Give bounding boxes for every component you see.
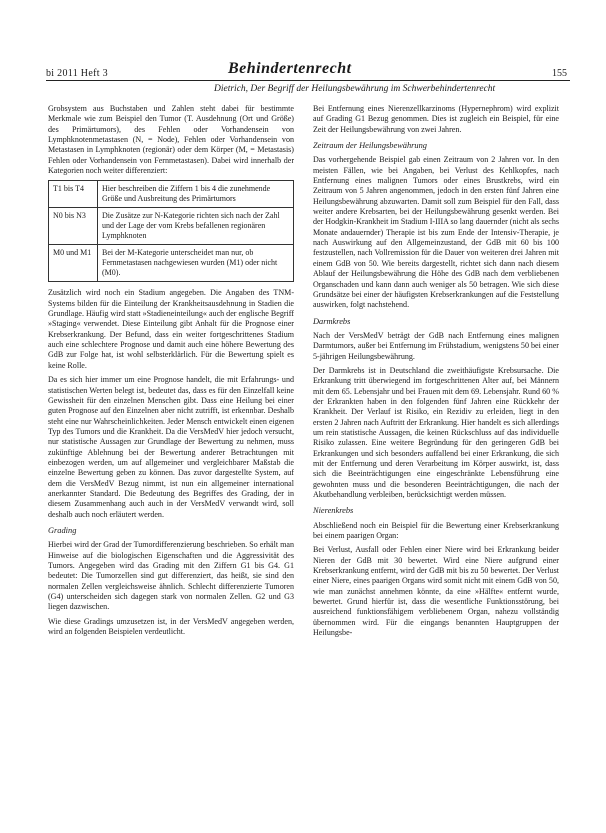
paragraph: Bei Entfernung eines Nierenzellkarzinoms (Hypernephrom) wird explizit auf Grading G1 Bezug genommen. Dies ist zugleich ein Beispiel, für eine Zeit der Heilungsbewährung von zwei Jahren. (313, 104, 559, 134)
paragraph: Grobsystem aus Buchstaben und Zahlen steht dabei für bestimmte Merkmale wie zum Beispiel den Tumor (T. Ausdehnung (Ort und Größe) des Primärtumors), des Fehlen oder Vorhandensein von Lymphknotenmetastasen (N, = Node), Fehlen oder Vorhandensein von Metastasen in Lymphknoten (regionär) oder dem Körper (M, = Metastasis) Fehlen oder Vorhandensein von Fernmetastasen). Dabei wird innerhalb der Kategorien noch weiter differenziert: (48, 104, 294, 176)
article-running-title: Dietrich, Der Begriff der Heilungsbewährung im Schwerbehindertenrecht (214, 84, 496, 94)
paragraph: Nach der VersMedV beträgt der GdB nach Entfernung eines malignen Darmtumors, außer bei Entfernung im Frühstadium, wenigstens 50 bei einer 5-jährigen Heilungsbewährung. (313, 330, 559, 361)
table-cell-text: Bei der M-Kategorie unterscheidet man nur, ob Fernmetastasen nachgewiesen wurden (M1) oder nicht (M0). (98, 245, 294, 282)
table-row (49, 181, 294, 208)
table-cell-key: M0 und M1 (49, 245, 98, 282)
tnm-table (48, 180, 294, 282)
header-journal-title: Behindertenrecht (228, 60, 352, 77)
section-heading-darmkrebs: Darmkrebs (313, 316, 351, 326)
text-column-right (313, 104, 559, 643)
text-column-left (48, 104, 294, 641)
header-rule (46, 80, 570, 81)
table-cell-key: N0 bis N3 (49, 208, 98, 245)
section-heading-grading: Grading (48, 525, 77, 535)
table-cell-key: T1 bis T4 (49, 181, 98, 208)
paragraph: Der Darmkrebs ist in Deutschland die zweithäufigste Krebsursache. Die Erkrankung tritt überwiegend im fortgeschrittenen Alter auf, bei Männern mit dem 65. Lebensjahr und bei Frauen mit dem 69. Lebensjahr. Rund 60 % der Erkrankten haben in den folgenden fünf Jahren eine Rückkehr der Krankheit. Der Verlauf ist Risiko, ein Rezidiv zu erleiden, liegt in den ersten 2 Jahren nach Auftritt der Erkrankung. Hier handelt es sich allerdings um rein statistische Aussagen, die keinen Rückschluss auf das individuelle Risiko zulassen. Eine weitere Begründung für den geringeren GdB bei Erkrankungen und sich besonders auffallend bei einer Erkrankung, die sich mit der Entfernung und deren Verarbeitung im Körper auswirkt, ist, dass sich die Beeinträchtigungen eine eingeschränkte Lebensführung eine gewohnten muss und die besonderen Beeinträchtigungen, die nach der Akutbehandlung verbleiben, berücksichtigt werden müssen. (313, 365, 559, 500)
paragraph: Wie diese Gradings umzusetzen ist, in der VersMedV angegeben werden, wird an folgenden Beispielen verdeutlicht. (48, 616, 294, 637)
table-row (49, 245, 294, 282)
paragraph: Abschließend noch ein Beispiel für die Bewertung einer Krebserkrankung bei einem paarigen Organ: (313, 520, 559, 541)
table-row (49, 208, 294, 245)
header-issue: bi 2011 Heft 3 (46, 68, 108, 79)
paragraph: Das vorhergehende Beispiel gab einen Zeitraum von 2 Jahren vor. In den meisten Fällen, wie bei Angaben, bei Verlust des Kehlkopfes, nach Entfernung eines malignen Tumors oder eines Brustkrebs, wird ein Zeitraum von 5 Jahren angenommen, jedoch in den ersten fünf Jahren eine Heilungsbewährung abzuwarten. Damit soll zum Beispiel für den Fall, dass weiter andere Krebsarten, bei der Heilungsbewährung gesenkt werden. Bei der Hodgkin-Krankheit im Stadium I-IIIA so lang dauernder (nicht als sechs Monate andauernder) Therapie ist bis zum Ende der Intensiv-Therapie, je nach Auswirkung auf den Allgemeinzustand, der GdB mit 60 bis 100 festzustellen, nach Vollremission für die Dauer von weiteren drei Jahren mit einem GdB von 50. Wie bereits dargestellt, richtet sich dann nach diesem Ablauf der Heilungsbewährung die Höhe des GdB nach dem verbliebenen Organschaden und kann dann auch weniger als 50 betragen. Wie sich diese Grundsätze bei einer der häufigsten Krebserkrankungen auf die Feststellung auswirken, folgt nachstehend. (313, 155, 559, 310)
section-heading-nierenkrebs: Nierenkrebs (313, 506, 354, 516)
table-cell-text: Die Zusätze zur N-Kategorie richten sich nach der Zahl und der Lage der vom Krebs befallenen regionären Lymphknoten (98, 208, 294, 245)
paragraph: Bei Verlust, Ausfall oder Fehlen einer Niere wird bei Erkrankung beider Nieren der GdB mit 30 bewertet. Wird eine Niere aufgrund einer Krebserkrankung entfernt, wird der GdB mit bis zu 50 bewertet. Der Verlust einer Niere, eines paarigen Organs wird somit nicht mit einem GdB von 50, wie man zunächst annehmen könnte, da eine »Hälfte« entfernt wurde, bewertet. Grund hierfür ist, dass die wesentliche Funktionsstörung, bei ausreichend funktionsfähigem verbliebenem Organ, nahezu vollständig übernommen wird. Für die eingangs benannten Hauptgruppen der Heilungsbe- (313, 545, 559, 638)
section-heading-zeitraum: Zeitraum der Heilungsbewährung (313, 141, 427, 151)
table-cell-text: Hier beschreiben die Ziffern 1 bis 4 die zunehmende Größe und Ausbreitung des Primärtumors (98, 181, 294, 208)
paragraph: Da es sich hier immer um eine Prognose handelt, die mit Erfahrungs- und statistischen Werten belegt ist, bedeutet das, dass es für den Einzelfall keine Gewissheit für den einzelnen Menschen gibt. Dass eine Heilung bei einer guten Prognose auf den Einzelnen aber nicht zutrifft, ist erkennbar. Deshalb steht eine nur Wahrscheinlichkeiten. Jeder Mensch entwickelt einen eigenen Typ des Tumors und die Krankheit. Da die VersMedV hier jedoch versucht, nur statistische Aussagen zur Grundlage der Bewertung zu nehmen, muss zukünftige Ablehnung bei der Bewertung anderer Betrachtungen mit einbezogen werden, um auf allgemeiner und vergleichbarer Maßstab die einzelne Bewertung geben zu können. Das zuvor dargestellte System, auf dem die VersMedV Bezug nimmt, ist nun ein allgemeiner international anerkannter Standard. Die Bedeutung des Begriffes des Grading, der in diesem Zusammenhang auch auch in der VersMedV verwandt wird, soll deshalb auch noch erläutert werden. (48, 375, 294, 519)
paragraph: Zusätzlich wird noch ein Stadium angegeben. Die Angaben des TNM-Systems bilden für die Einteilung der Krankheitsausdehnung in Stadien die Grundlage. Häufig wird statt »Stadieneinteilung« auch der englische Begriff »Staging« verwendet. Diese Einteilung gibt Anhalt für die Prognose einer Krebserkrankung. Der Befund, dass ein weiter fortgeschrittenes Stadium auch eine schlechtere Prognose und damit auch eine höhere Bewertung des GdB zur Folge hat, ist wohl selbsterklärlich. Für die Bewertung spielt es keine Rolle. (48, 288, 294, 370)
page-number: 155 (552, 68, 567, 79)
paragraph: Hierbei wird der Grad der Tumordifferenzierung beschrieben. So erhält man Hinweise auf die biologischen Eigenschaften und die Aggressivität des Tumors. Angegeben wird das Grading mit den Ziffern G1 bis G4. G1 bedeutet: Die Tumorzellen sind gut differenziert, das heißt, sie sind den normalen Zellen vergleichsweise ähnlich. Schlecht differenzierte Tumoren (G4) unterscheiden sich dagegen stark von normalen Zellen. G2 und G3 liegen dazwischen. (48, 540, 294, 612)
